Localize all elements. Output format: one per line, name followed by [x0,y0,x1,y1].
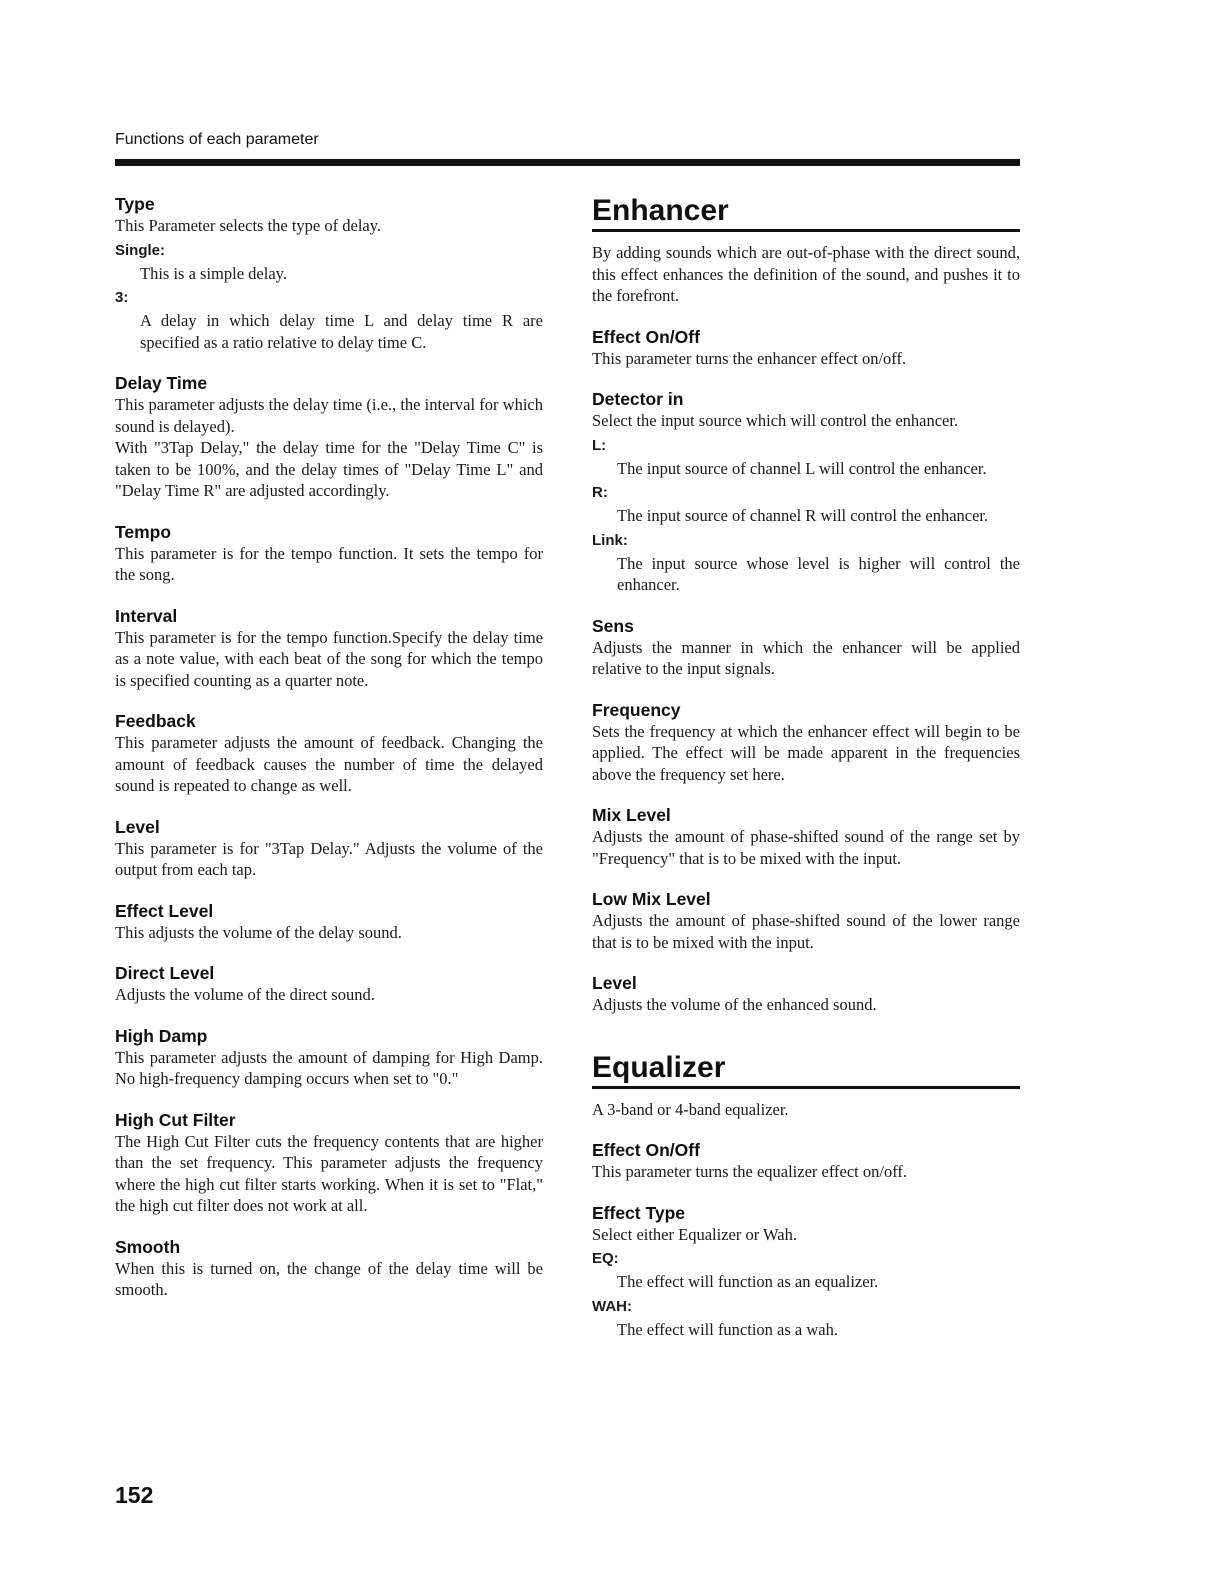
section-text: This parameter is for the tempo function. It sets the tempo for the song. [115,543,543,584]
right-column [592,193,1020,1359]
section-text: The High Cut Filter cuts the frequency contents that are higher than the set frequency. This parameter adjusts the frequency where the high cut filter starts working. When it is set to "Flat," the high cut filter does not work at all. [115,1131,543,1215]
section-title: Smooth [115,1236,181,1257]
item-text: The input source whose level is higher will control the enhancer. [617,553,1020,594]
section-title: High Damp [115,1025,208,1046]
section-text: Adjusts the manner in which the enhancer will be applied relative to the input signals. [592,637,1020,678]
section-text: Adjusts the amount of phase-shifted sound of the lower range that is to be mixed with the input. [592,911,1020,952]
item-text: This is a simple delay. [140,263,287,283]
section-text: Sets the frequency at which the enhancer effect will begin to be applied. The effect will be made apparent in the frequencies above the frequency set here. [592,721,1020,784]
section-title: Sens [592,615,634,636]
section-text: Adjusts the volume of the direct sound. [115,985,375,1004]
equalizer-intro: A 3-band or 4-band equalizer. [592,1099,789,1119]
section-enhancer-level [592,972,1020,1016]
item-label: WAH: [592,1297,632,1315]
section-low-mix-level [592,888,1020,953]
section-title: Frequency [592,699,681,720]
section-type [115,193,543,353]
section-text: This parameter turns the enhancer effect on/off. [592,348,907,368]
section-frequency [592,699,1020,786]
enhancer-heading: Enhancer [592,194,729,227]
section-tempo [115,521,543,586]
equalizer-intro-block [592,1099,1020,1121]
section-title: Level [592,973,637,993]
section-text: With "3Tap Delay," the delay time for the "Delay Time C" is taken to be 100%, and the delay times of "Delay Time L" and "Delay Time R" are adjusted accordingly. [115,438,543,500]
section-title: Direct Level [115,963,215,983]
item-text: The input source of channel L will control the enhancer. [617,458,987,478]
section-direct-level [115,962,543,1006]
section-text: This parameter adjusts the delay time (i.e., the interval for which sound is delayed). [115,395,543,436]
section-title: Effect On/Off [592,1140,700,1160]
section-enhancer-on-off [592,326,1020,370]
enhancer-intro: By adding sounds which are out-of-phase with the direct sound, this effect enhances the definition of the sound, and pushes it to the forefront. [592,243,1020,305]
item-text: The input source of channel R will control the enhancer. [617,506,989,525]
section-title: Delay Time [115,373,208,393]
section-text: This adjusts the volume of the delay sound. [115,922,402,942]
item-label: EQ: [592,1250,619,1267]
item-label: 3: [115,289,129,306]
section-title: Interval [115,605,178,626]
section-text: Adjusts the amount of phase-shifted sound of the range set by "Frequency" that is to be mixed with the input. [592,827,1020,868]
section-text: This parameter adjusts the amount of damping for High Damp. No high-frequency damping occurs when set to "0." [115,1047,543,1088]
section-smooth [115,1236,543,1301]
page-number: 152 [115,1482,154,1508]
section-effect-level [115,900,543,944]
header-rule [115,159,1020,166]
equalizer-heading-rule [592,1086,1020,1089]
item-label: R: [592,484,608,501]
section-feedback [115,710,543,797]
item-label: L: [592,436,607,454]
left-column [115,193,543,1320]
section-delay-time [115,372,543,502]
section-high-damp [115,1025,543,1090]
section-title: Effect Type [592,1202,686,1223]
section-text: This parameter adjusts the amount of feedback. Changing the amount of feedback causes the number of time the delayed sound is repeated to change as well. [115,733,543,795]
section-detector-in [592,388,1020,596]
section-equalizer-on-off [592,1139,1020,1183]
item-label: Single: [115,241,166,259]
running-head: Functions of each parameter [115,131,319,148]
section-text: This Parameter selects the type of delay. [115,216,382,235]
section-title: High Cut Filter [115,1109,236,1130]
section-title: Effect Level [115,900,214,921]
item-text: The effect will function as a wah. [617,1319,838,1339]
section-text: This parameter is for "3Tap Delay." Adjusts the volume of the output from each tap. [115,838,543,879]
section-title: Detector in [592,389,684,409]
section-title: Tempo [115,521,172,542]
equalizer-heading: Equalizer [592,1050,726,1084]
enhancer-intro-block [592,242,1020,307]
item-text: A delay in which delay time L and delay time R are specified as a ratio relative to delay time C. [140,311,543,352]
section-level [115,816,543,881]
section-text: When this is turned on, the change of the delay time will be smooth. [115,1258,543,1299]
section-text: Adjusts the volume of the enhanced sound. [592,995,877,1014]
section-text: Select either Equalizer or Wah. [592,1224,797,1244]
item-text: The effect will function as an equalizer. [617,1272,879,1291]
section-text: This parameter is for the tempo function.Specify the delay time as a note value, with each beat of the song for which the tempo is specified counting as a quarter note. [115,627,543,690]
item-label: Link: [592,531,628,549]
section-sens [592,615,1020,680]
section-text: This parameter turns the equalizer effect on/off. [592,1162,908,1181]
section-mix-level [592,804,1020,869]
section-interval [115,605,543,692]
section-text: Select the input source which will control the enhancer. [592,411,959,430]
section-effect-type [592,1202,1020,1341]
section-title: Mix Level [592,805,671,825]
section-title: Level [115,816,160,837]
section-title: Feedback [115,711,196,731]
section-high-cut-filter [115,1109,543,1217]
enhancer-heading-rule [592,229,1020,232]
section-title: Effect On/Off [592,326,700,347]
section-title: Low Mix Level [592,889,711,909]
section-title: Type [115,194,155,214]
